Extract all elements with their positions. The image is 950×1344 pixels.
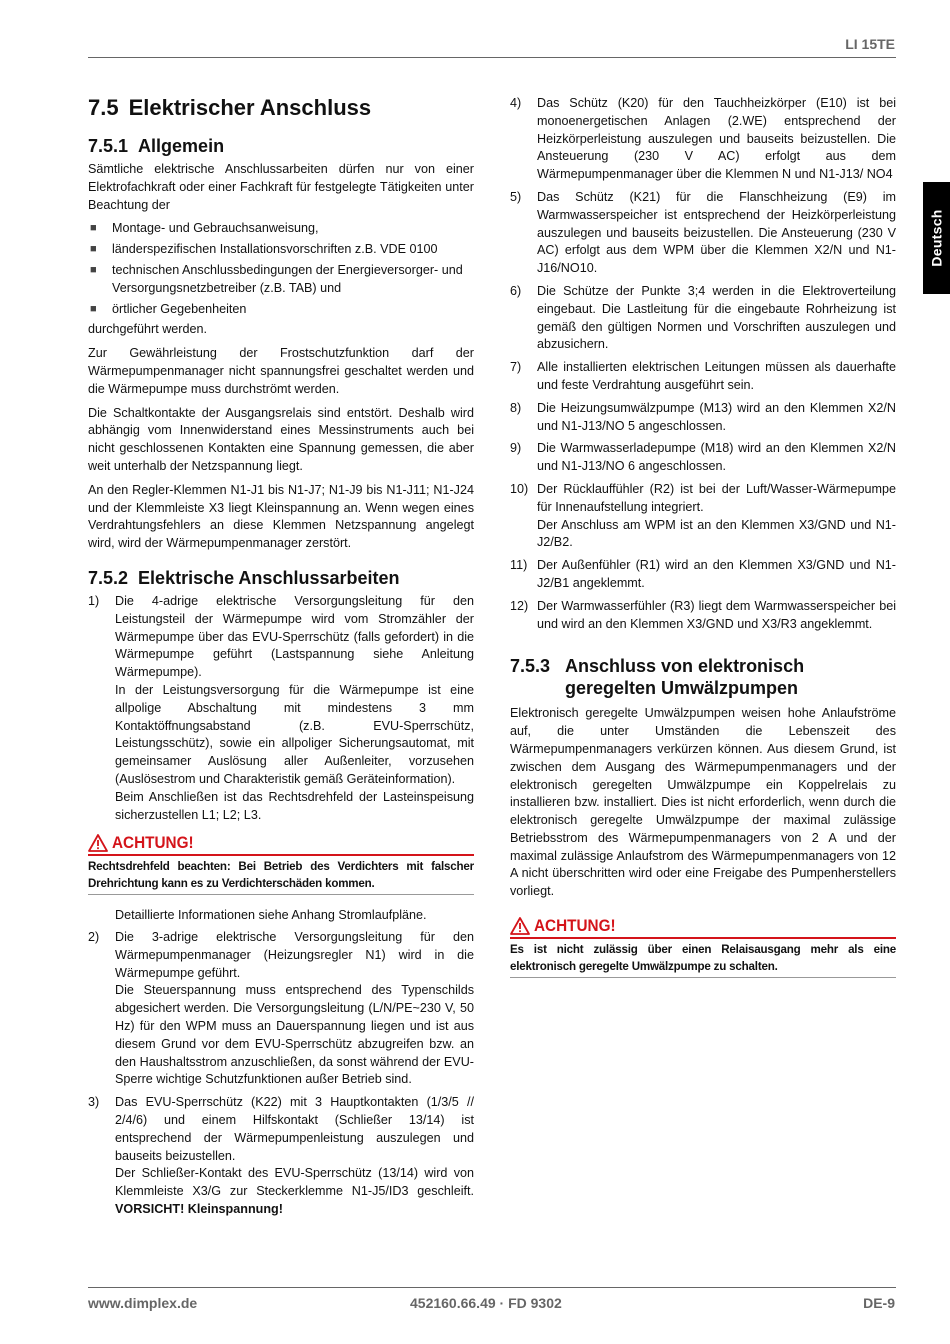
paragraph: Detaillierte Informationen siehe Anhang Stromlaufpläne. <box>115 908 427 923</box>
warning-box <box>510 917 896 978</box>
list-item: ■ Montage- und Gebrauchsanweisung, <box>88 220 474 238</box>
bullet-list <box>88 220 474 318</box>
left-column <box>88 95 474 1224</box>
list-item: 12) Der Warmwasserfühler (R3) liegt dem Warmwasserspeicher bei und wird an den Klemmen X3/GND und X3/R3 angeklemmt. <box>510 598 896 631</box>
paragraph: Zur Gewährleistung der Frostschutzfunktion darf der Wärmepumpenmanager nicht spannungsfrei geschaltet werden und die Wärmepumpe muss durchströmt werden. <box>88 346 474 396</box>
list-item: ■ örtlicher Gegebenheiten <box>88 301 474 319</box>
warning-triangle-icon <box>510 917 530 935</box>
numbered-list <box>88 593 474 824</box>
section-heading-7-5: 7.5 Elektrischer Anschluss <box>88 95 372 120</box>
list-item: 5) Das Schütz (K21) für die Flanschheizung (E9) im Warmwasserspeicher ist entsprechend der Heizkörperleistung auszulegen und bauseits beizustellen. Die Ansteuerung (230 V AC) erfolgt aus dem WPM über die Klemmen X2/N und N1-J16/NO10. <box>510 189 896 276</box>
square-bullet-icon: ■ <box>90 243 97 256</box>
warning-title: ACHTUNG! <box>112 833 194 853</box>
paragraph: Sämtliche elektrische Anschlussarbeiten dürfen nur von einer Elektrofachkraft oder einer Fachkraft für festgelegte Tätigkeiten unter Beachtung der <box>88 162 474 212</box>
list-item: 3) Das EVU-Sperrschütz (K22) mit 3 Hauptkontakten (1/3/5 // 2/4/6) und einem Hilfskontakt (Schließer 13/14) ist entsprechend der Wärmepumpenleistung auszulegen und bauseits beizustellen. Der Schließer-Kontakt des EVU-Sperrschütz (13/14) wird von Klemmleiste X3/G zur Steckerklemme N1-J5/ID3 geschleift. VORSICHT! Kleinspannung! <box>88 1095 474 1217</box>
footer-doc-number: 452160.66.49 · FD 9302 <box>410 1295 562 1311</box>
list-item: 7) Alle installierten elektrischen Leitungen müssen als dauerhafte und feste Verdrahtung ausgeführt sein. <box>510 360 896 392</box>
list-item: 6) Die Schütze der Punkte 3;4 werden in die Elektroverteilung eingebaut. Die Lastleitung für die eingebaute Rohrheizung ist gemäß den gültigen Normen und Vorschriften auszulegen und abzusichern. <box>510 283 896 352</box>
square-bullet-icon: ■ <box>90 263 97 276</box>
paragraph: Elektronisch geregelte Umwälzpumpen weisen hohe Anlaufströme auf, die unter Umständen die Lebenszeit des Wärmepumpenmanagers verkürzen können. Aus diesem Grund, ist zwischen dem Ausgang des Wärmepumpenmanagers und der elektronisch geregelten Umwälzpumpe ein Koppelrelais zu installieren bzw. installiert. Dies ist nicht erforderlich, wenn durch die elektronisch geregelte Umwälzpumpe der maximal zulässige Betriebsstrom des Wärmepumpenmanagers von 2 A und der maximal zulässige Anlaufstrom des Wärmepumpenmanagers von 12 A nicht überschritten wird oder eine Freigabe des Pumpenherstellers vorliegt. <box>510 706 896 899</box>
footer-page-number: DE-9 <box>863 1295 895 1311</box>
numbered-list <box>510 95 896 633</box>
section-heading-7-5-2: 7.5.2 Elektrische Anschlussarbeiten <box>88 567 400 588</box>
list-item: 11) Der Außenfühler (R1) wird an den Klemmen X3/GND und N1-J2/B1 angeklemmt. <box>510 558 896 590</box>
list-item: 2) Die 3-adrige elektrische Versorgungsleitung für den Wärmepumpenmanager (Heizungsregler N1) wird in die Wärmepumpe geführt. Die Steuerspannung muss entsprechend des Typenschilds abgesichert werden. Die Versorgungsleitung (L/N/PE~230 V, 50 Hz) für den WPM muss an Dauerspannung liegen und ist aus diesem Grund vor dem EVU-Sperrschütz abzugreifen bzw. an den Haushaltsstrom anzuschließen, da sonst während der EVU-Sperre wichtige Schutzfunktionen außer Betrieb sind. <box>88 930 474 1087</box>
paragraph: durchgeführt werden. <box>88 322 208 337</box>
list-item: 8) Die Heizungsumwälzpumpe (M13) wird an den Klemmen X2/N und N1-J13/NO 5 angeschlossen. <box>510 400 896 433</box>
language-tab[interactable] <box>923 182 950 294</box>
section-heading-7-5-1: 7.5.1 Allgemein <box>88 136 225 156</box>
paragraph: An den Regler-Klemmen N1-J1 bis N1-J7; N1-J9 bis N1-J11; N1-J24 und der Klemmleiste X3 liegt Kleinspannung an. Wenn wegen eines Verdrahtungsfehlers an diese Klemmen Netzspannung angelegt wird, wird der Wärmepumpenmanager zerstört. <box>88 482 474 551</box>
list-item: 10) Der Rücklauffühler (R2) ist bei der Luft/Wasser-Wärmepumpe für Innenaufstellung integriert. Der Anschluss am WPM ist an den Klemmen X3/GND und N1-J2/B2. <box>510 481 896 550</box>
square-bullet-icon: ■ <box>90 302 97 315</box>
section-heading-7-5-3: 7.5.3 Anschluss von elektronisch geregelten Umwälzpumpen <box>510 656 805 699</box>
language-tab-label: Deutsch <box>928 209 945 267</box>
numbered-list <box>88 929 474 1219</box>
warning-triangle-icon <box>88 834 108 852</box>
paragraph: Die Schaltkontakte der Ausgangsrelais sind entstört. Deshalb wird abhängig vom Innenwiderstand eines Messinstruments auch bei nicht geschlossenen Kontakten eine Spannung gemessen, die aber weit unterhalb der Netzspannung liegt. <box>88 405 474 473</box>
document-id: LI 15TE <box>845 36 895 52</box>
warning-box <box>88 834 474 895</box>
list-item: 9) Die Warmwasserladepumpe (M18) wird an den Klemmen X2/N und N1-J13/NO 6 angeschlossen. <box>510 441 896 474</box>
warning-text: Es ist nicht zulässig über einen Relaisausgang mehr als eine elektronisch geregelte Umwälzpumpe zu schalten. <box>510 943 896 974</box>
list-item: ■ länderspezifischen Installationsvorschriften z.B. VDE 0100 <box>88 241 474 259</box>
list-item: 1) Die 4-adrige elektrische Versorgungsleitung für den Leistungsteil der Wärmepumpe wird vom Stromzähler der Wärmepumpe über das EVU-Sperrschütz (falls gefordert) in die Wärmepumpe geführt (Lastspannung siehe Anleitung Wärmepumpe). In der Leistungsversorgung für die Wärmepumpe ist eine allpolige Abschaltung mit mindestens 3 mm Kontaktöffnungsabstand (z.B. EVU-Sperrschütz, Leistungsschütz), sowie ein allpoliger Sicherungsautomat, mit gemeinsamer Auslösung aller Außenleiter, vorzusehen (Auslösestrom und Charakteristik gemäß Geräteinformation). Beim Anschließen ist das Rechtsdrehfeld der Lasteinspeisung sicherzustellen L1; L2; L3. <box>88 593 474 822</box>
footer-rule <box>88 1287 896 1288</box>
right-column <box>510 95 896 990</box>
footer-website-link[interactable]: www.dimplex.de <box>88 1295 198 1311</box>
warning-title: ACHTUNG! <box>534 916 616 936</box>
header-rule <box>88 57 896 58</box>
list-item: ■ technischen Anschlussbedingungen der Energieversorger- und Versorgungsnetzbetreiber (z.B. TAB) und <box>88 262 474 298</box>
square-bullet-icon: ■ <box>90 222 97 235</box>
warning-text: Rechtsdrehfeld beachten: Bei Betrieb des Verdichters mit falscher Drehrichtung kann es zu Verdichterschäden kommen. <box>88 860 474 891</box>
list-item: 4) Das Schütz (K20) für den Tauchheizkörper (E10) ist bei monoenergetischen Anlagen (2.WE) entsprechend der Heizkörperleistung auszulegen und bauseits beizustellen. Die Ansteuerung (230 V AC) erfolgt aus dem Wärmepumpenmanager über die Klemmen N und N1-J13/ NO4 <box>510 96 896 182</box>
